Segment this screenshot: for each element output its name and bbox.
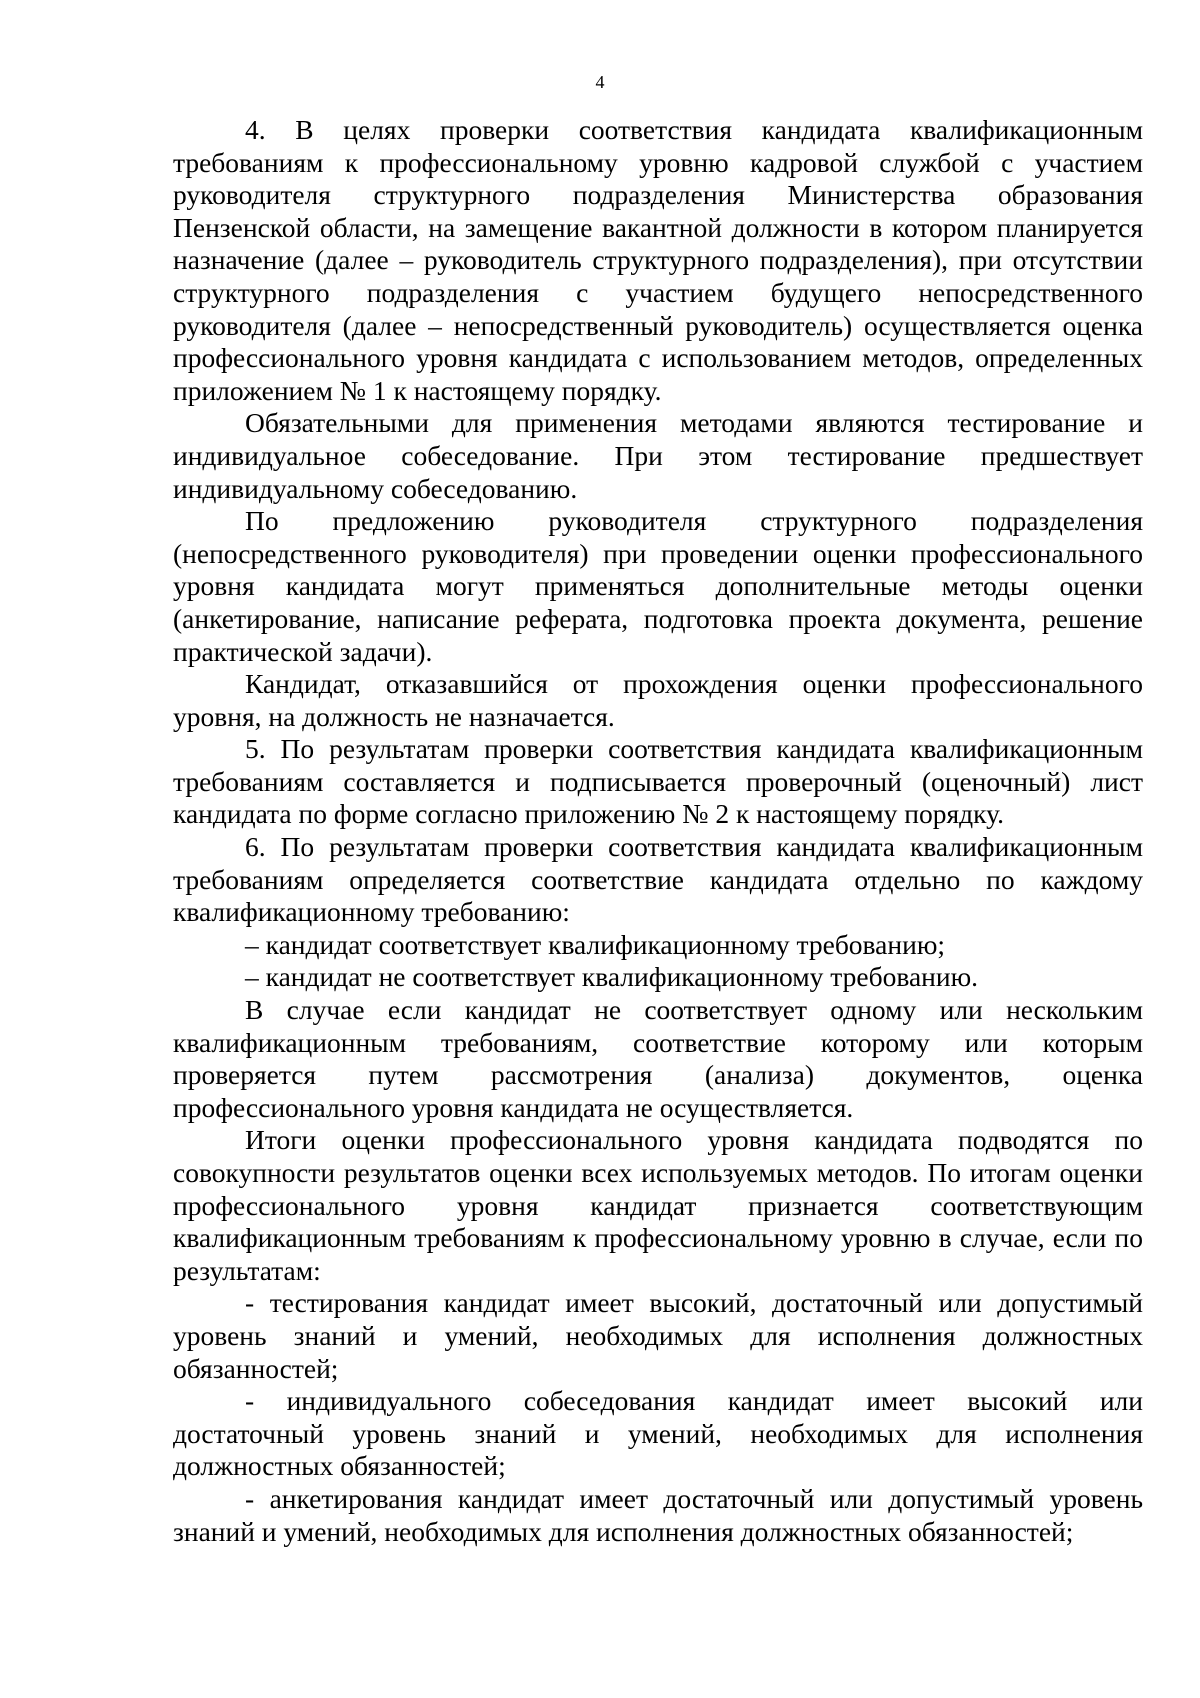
- document-body: [173, 114, 1143, 1548]
- list-item-compliant: – кандидат соответствует квалификационному требованию;: [245, 928, 946, 960]
- paragraph-additional-methods: По предложению руководителя структурного подразделения (непосредственного руководителя) при проведении оценки профессионального уровня кандидата могут применяться дополнительные методы оценки (анкетирование, написание реферата, подготовка проекта документа, решение практической задачи).: [173, 505, 1143, 667]
- list-item-testing: - тестирования кандидат имеет высокий, достаточный или допустимый уровень знаний и умений, необходимых для исполнения должностных обязанностей;: [173, 1287, 1143, 1384]
- list-item-interview: - индивидуального собеседования кандидат имеет высокий или достаточный уровень знаний и умений, необходимых для исполнения должностных обязанностей;: [173, 1385, 1143, 1482]
- paragraph-mandatory-methods: Обязательными для применения методами являются тестирование и индивидуальное собеседование. При этом тестирование предшествует индивидуальному собеседованию.: [173, 407, 1143, 504]
- page-number: 4: [595, 72, 605, 92]
- paragraph-clause-5: 5. По результатам проверки соответствия кандидата квалификационным требованиям составляется и подписывается проверочный (оценочный) лист кандидата по форме согласно приложению № 2 к настоящему порядку.: [173, 733, 1143, 830]
- list-item-non-compliant: – кандидат не соответствует квалификационному требованию.: [245, 961, 979, 993]
- paragraph-non-compliance-case: В случае если кандидат не соответствует одному или нескольким квалификационным требованиям, соответствие которому или которым проверяется путем рассмотрения (анализа) документов, оценка профессионального уровня кандидата не осуществляется.: [173, 994, 1143, 1123]
- paragraph-clause-6: 6. По результатам проверки соответствия кандидата квалификационным требованиям определяется соответствие кандидата отдельно по каждому квалификационному требованию:: [173, 831, 1143, 928]
- paragraph-clause-4: 4. В целях проверки соответствия кандидата квалификационным требованиям к профессиональному уровню кадровой службой с участием руководителя структурного подразделения Министерства образования Пензенской области, на замещение вакантной должности в котором планируется назначение (далее – руководитель структурного подразделения), при отсутствии структурного подразделения с участием будущего непосредственного руководителя (далее – непосредственный руководитель) осуществляется оценка профессионального уровня кандидата с использованием методов, определенных приложением № 1 к настоящему порядку.: [173, 114, 1143, 406]
- list-item-questionnaire: - анкетирования кандидат имеет достаточный или допустимый уровень знаний и умений, необходимых для исполнения должностных обязанностей;: [173, 1482, 1143, 1547]
- paragraph-refusal: Кандидат, отказавшийся от прохождения оценки профессионального уровня, на должность не назначается.: [173, 668, 1143, 732]
- paragraph-results-summary: Итоги оценки профессионального уровня кандидата подводятся по совокупности результатов оценки всех используемых методов. По итогам оценки профессионального уровня кандидат признается соответствующим квалификационным требованиям к профессиональному уровню в случае, если по результатам:: [173, 1124, 1143, 1286]
